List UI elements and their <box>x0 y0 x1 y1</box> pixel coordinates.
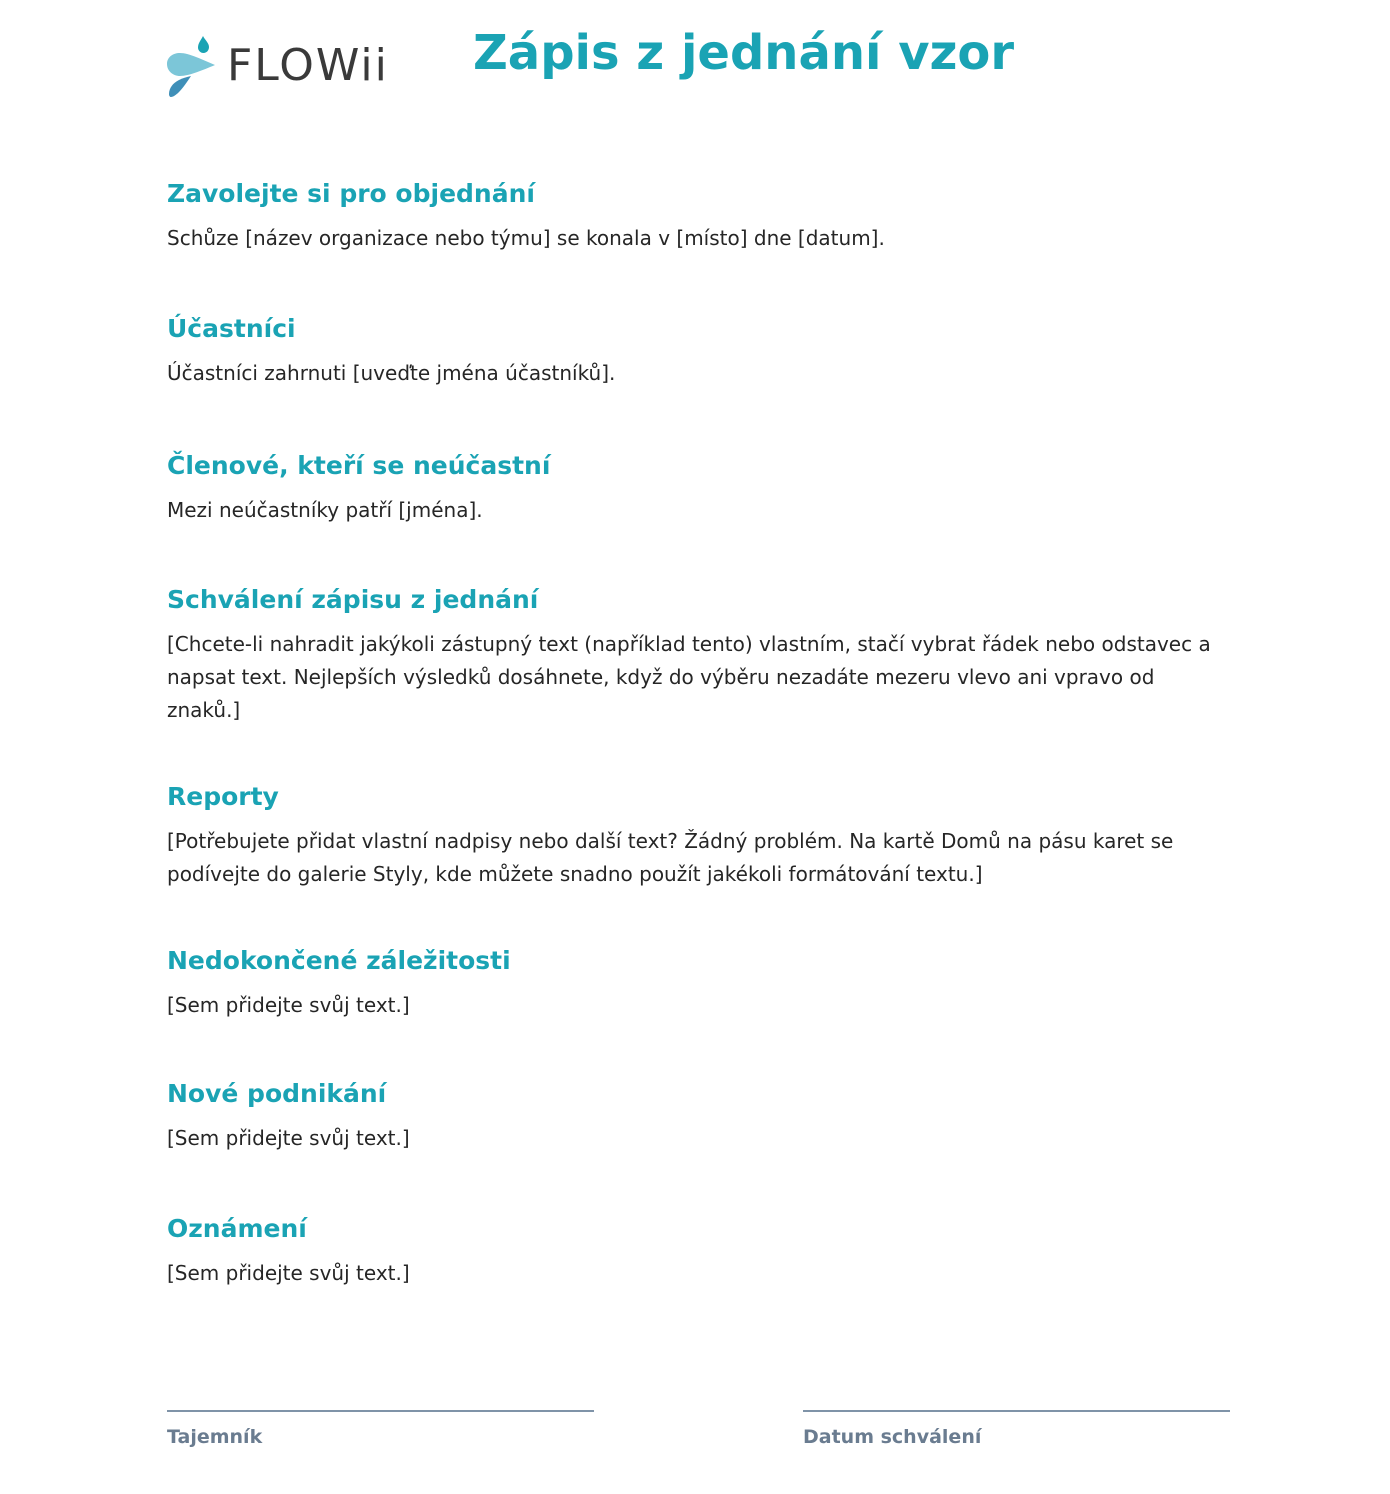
section-text: Mezi neúčastníky patří [jména]. <box>167 498 483 522</box>
section-text: [Sem přidejte svůj text.] <box>167 1261 410 1285</box>
page-title: Zápis z jednání vzor <box>473 25 1015 81</box>
section-minutes-approval <box>167 582 1232 727</box>
section-attendees <box>167 311 1232 390</box>
water-drops-logo-icon <box>165 34 217 98</box>
section-heading: Nedokončené záležitosti <box>167 946 511 975</box>
signature-area <box>167 1410 1230 1470</box>
section-heading: Oznámení <box>167 1214 307 1243</box>
section-text: [Sem přidejte svůj text.] <box>167 1126 410 1150</box>
section-unfinished-business <box>167 943 1232 1022</box>
document-body <box>167 176 1232 1290</box>
section-heading: Účastníci <box>167 314 296 343</box>
section-text: [Sem přidejte svůj text.] <box>167 993 410 1017</box>
section-text: [Chcete-li nahradit jakýkoli zástupný text (například tento) vlastním, stačí vybrat řádek nebo odstavec a napsat text. Nejlepších výsledků dosáhnete, když do výběru nezadáte mezeru vlevo ani vpravo od znaků.] <box>167 632 1211 722</box>
section-text: Účastníci zahrnuti [uveďte jména účastníků]. <box>167 361 616 385</box>
section-text: Schůze [název organizace nebo týmu] se konala v [místo] dne [datum]. <box>167 226 885 250</box>
section-absent-members <box>167 448 1232 527</box>
signature-label: Datum schválení <box>803 1426 982 1448</box>
logo-text: FLOWii <box>227 40 389 91</box>
signature-label: Tajemník <box>167 1426 263 1448</box>
section-heading: Členové, kteří se neúčastní <box>167 451 551 480</box>
section-heading: Zavolejte si pro objednání <box>167 179 535 208</box>
document-header <box>165 24 1225 104</box>
section-reports <box>167 779 1232 891</box>
section-new-business <box>167 1076 1232 1155</box>
signature-line <box>167 1410 594 1412</box>
flowii-logo <box>165 34 415 98</box>
section-meeting <box>167 176 1232 255</box>
signature-secretary <box>167 1410 594 1448</box>
section-announcements <box>167 1211 1232 1290</box>
section-heading: Reporty <box>167 782 279 811</box>
section-heading: Schválení zápisu z jednání <box>167 585 539 614</box>
signature-line <box>803 1410 1230 1412</box>
signature-approval-date <box>803 1410 1230 1448</box>
section-heading: Nové podnikání <box>167 1079 387 1108</box>
section-text: [Potřebujete přidat vlastní nadpisy nebo další text? Žádný problém. Na kartě Domů na pásu karet se podívejte do galerie Styly, kde můžete snadno použít jakékoli formátování textu.] <box>167 829 1174 886</box>
